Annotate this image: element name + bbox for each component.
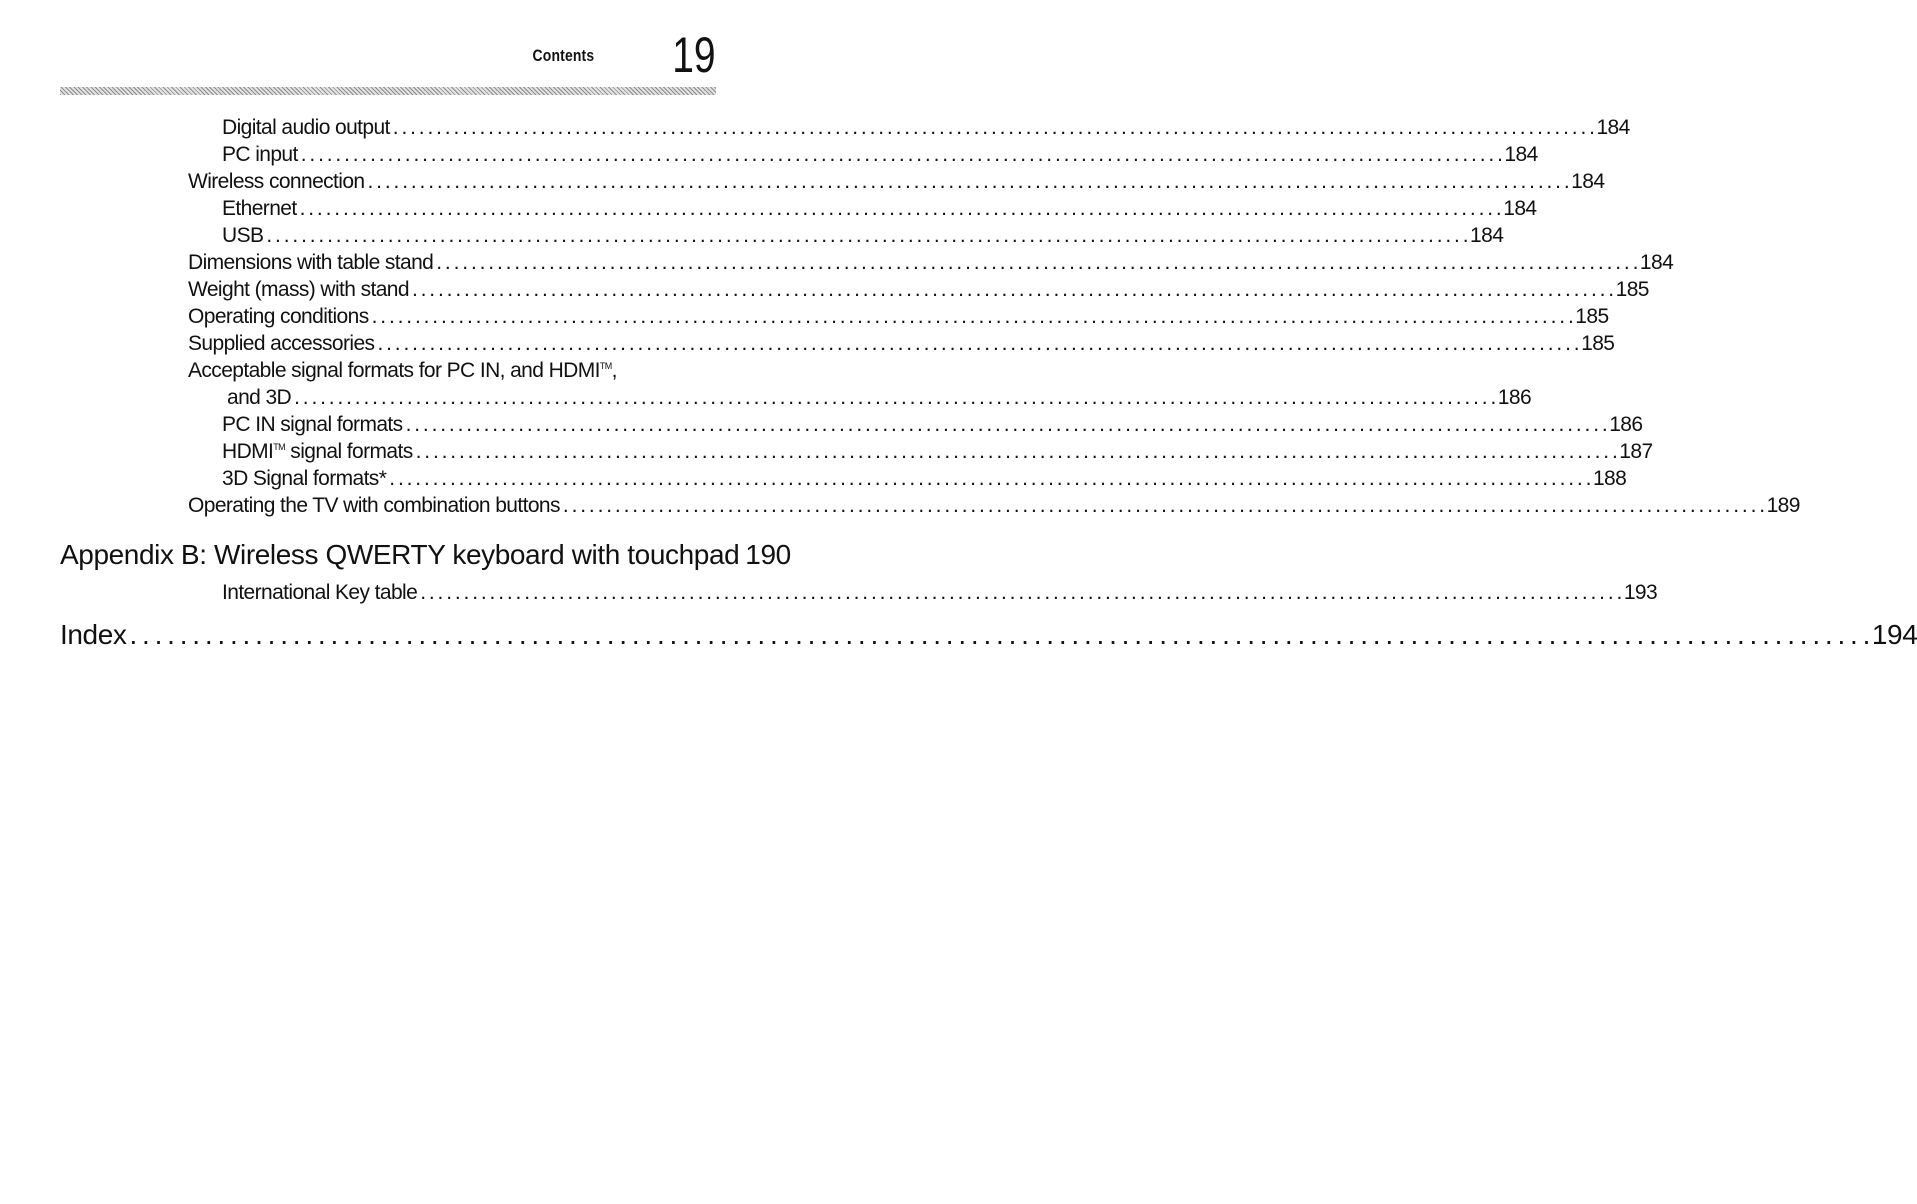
- dot-leader: [372, 303, 1573, 330]
- toc-entry-title: 3D Signal formats*: [222, 467, 387, 490]
- toc-entry-page: 185: [1615, 278, 1649, 301]
- toc-entry-title: Digital audio output: [222, 116, 390, 139]
- toc-entry-pc-input[interactable]: [222, 141, 1538, 168]
- toc-entry-title: Supplied accessories: [188, 332, 375, 355]
- toc-entry-title: Appendix B: Wireless QWERTY keyboard with touchpad: [60, 539, 740, 570]
- page-number: 19: [672, 27, 716, 83]
- toc-entry-page: 184: [1571, 170, 1605, 193]
- trademark-mark: TM: [599, 361, 612, 371]
- toc-entry-title-prefix: HDMI: [222, 440, 274, 463]
- dot-leader: [377, 330, 1578, 357]
- toc-entry-page: 184: [1470, 224, 1504, 247]
- toc-entry-page: 189: [1766, 494, 1800, 517]
- toc-entry-page: 184: [1639, 251, 1674, 274]
- toc-entry-pc-in-signal-formats[interactable]: [222, 411, 1643, 438]
- toc-entry-title: Weight (mass) with stand: [188, 278, 409, 301]
- toc-entry-and-3d[interactable]: [227, 384, 1532, 411]
- toc-entry-page: 190: [745, 539, 791, 570]
- toc-entry-index[interactable]: [60, 618, 1917, 652]
- trademark-mark: TM: [273, 442, 286, 452]
- toc-entry-title: Acceptable signal formats for PC IN, and HDMI: [188, 359, 600, 382]
- dot-leader: [301, 141, 1502, 168]
- toc-entry-page: 186: [1609, 413, 1643, 436]
- dot-leader: [393, 114, 1594, 141]
- toc-entry-combination-buttons[interactable]: [188, 492, 1800, 519]
- toc-entry-ethernet[interactable]: [222, 195, 1537, 222]
- toc-entry-page: 188: [1592, 467, 1627, 490]
- toc-entry-usb[interactable]: [222, 222, 1504, 249]
- toc-entry-3d-signal-formats[interactable]: [222, 465, 1627, 492]
- toc-entry-title-suffix: signal formats: [285, 440, 413, 463]
- toc-entry-page: 187: [1619, 440, 1653, 463]
- toc-entry-international-key-table[interactable]: [222, 579, 1658, 606]
- toc-entry-wireless-connection[interactable]: [188, 168, 1605, 195]
- toc-entry-operating-conditions[interactable]: [188, 303, 1609, 330]
- toc-entry-hdmi-signal-formats[interactable]: [222, 438, 1653, 465]
- toc-entry-title: International Key table: [222, 581, 418, 604]
- toc-entry-page: 185: [1581, 332, 1615, 355]
- toc-entry-dimensions[interactable]: [188, 249, 1674, 276]
- header-rule: [60, 87, 716, 95]
- toc-entry-page: 194: [1871, 619, 1917, 650]
- dot-leader: [266, 222, 1467, 249]
- toc-entry-page: 184: [1504, 143, 1538, 166]
- toc-entry-title: PC IN signal formats: [222, 413, 403, 436]
- toc-entry-title: Index: [60, 619, 127, 650]
- toc-entry-appendix-b[interactable]: [60, 538, 791, 572]
- dot-leader: [563, 492, 1764, 519]
- toc-entry-acceptable-signal-formats[interactable]: [188, 357, 617, 384]
- toc-entry-title-suffix: ,: [611, 359, 617, 382]
- dot-leader: [130, 618, 1869, 652]
- toc-entry-supplied-accessories[interactable]: [188, 330, 1615, 357]
- toc-entry-title: and 3D: [227, 386, 292, 409]
- toc-entry-page: 193: [1623, 581, 1658, 604]
- toc-entry-title: Operating conditions: [188, 305, 369, 328]
- toc-entry-title: Ethernet: [222, 197, 297, 220]
- toc-entry-title: [222, 438, 413, 465]
- toc-entry-title: Wireless connection: [188, 170, 365, 193]
- dot-leader: [294, 384, 1495, 411]
- dot-leader: [412, 276, 1613, 303]
- dot-leader: [389, 465, 1590, 492]
- toc-entry-weight[interactable]: [188, 276, 1649, 303]
- dot-leader: [420, 579, 1621, 606]
- toc-entry-title: USB: [222, 224, 264, 247]
- section-label: Contents: [532, 46, 594, 65]
- toc-entry-title: Operating the TV with combination buttons: [188, 494, 560, 517]
- toc-entry-title: PC input: [222, 143, 298, 166]
- dot-leader: [300, 195, 1501, 222]
- toc-entry-digital-audio-output[interactable]: [222, 114, 1630, 141]
- dot-leader: [416, 438, 1617, 465]
- toc-entry-page: 186: [1497, 386, 1532, 409]
- page-header: [0, 0, 772, 95]
- dot-leader: [436, 249, 1637, 276]
- dot-leader: [368, 168, 1569, 195]
- toc-entry-page: 184: [1596, 116, 1630, 139]
- dot-leader: [406, 411, 1607, 438]
- toc-entry-title: Dimensions with table stand: [188, 251, 434, 274]
- toc-entry-page: 185: [1575, 305, 1609, 328]
- toc-entry-page: 184: [1503, 197, 1537, 220]
